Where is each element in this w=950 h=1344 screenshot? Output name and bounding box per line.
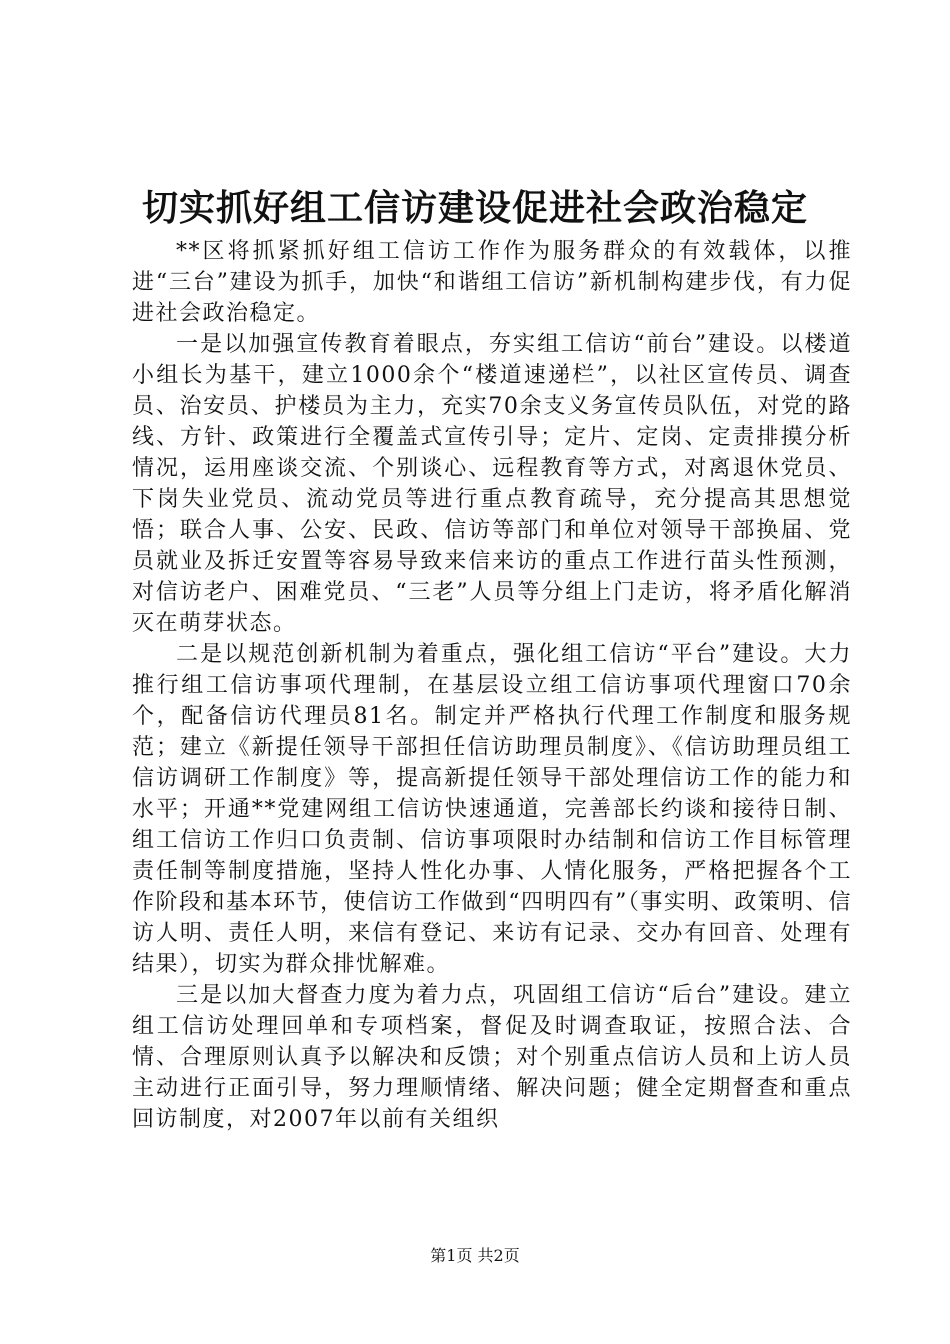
- document-body: [132, 200, 852, 1135]
- paragraph-platform: 二是以规范创新机制为着重点，强化组工信访“平台”建设。大力推行组工信访事项代理制，在基层设立组工信访事项代理窗口70余个，配备信访代理员81名。制定并严格执行代理工作制度和服务规范；建立《新提任领导干部担任信访助理员制度》、《信访助理员组工信访调研工作制度》等，提高新提任领导干部处理信访工作的能力和水平；开通**党建网组工信访快速通道，完善部长约谈和接待日制、组工信访工作归口负责制、信访事项限时办结制和信访工作目标管理责任制等制度措施，坚持人性化办事、人情化服务，严格把握各个工作阶段和基本环节，使信访工作做到“四明四有”（事实明、政策明、信访人明、责任人明，来信有登记、来访有记录、交办有回音、处理有结果），切实为群众排忧解难。: [132, 642, 852, 977]
- page-number-footer: 第1页 共2页: [430, 1246, 520, 1265]
- paragraph-back-desk: 三是以加大督查力度为着力点，巩固组工信访“后台”建设。建立组工信访处理回单和专项档案，督促及时调查取证，按照合法、合情、合理原则认真予以解决和反馈；对个别重点信访人员和上访人员主动进行正面引导，努力理顺情绪、解决问题；健全定期督查和重点回访制度，对2007年以前有关组织: [132, 983, 852, 1132]
- paragraph-front-desk: 一是以加强宣传教育着眼点，夯实组工信访“前台”建设。以楼道小组长为基干，建立1000余个“楼道速递栏”，以社区宣传员、调查员、治安员、护楼员为主力，充实70余支义务宣传员队伍，对党的路线、方针、政策进行全覆盖式宣传引导；定片、定岗、定责排摸分析情况，运用座谈交流、个别谈心、远程教育等方式，对离退休党员、下岗失业党员、流动党员等进行重点教育疏导，充分提高其思想觉悟；联合人事、公安、民政、信访等部门和单位对领导干部换届、党员就业及拆迁安置等容易导致来信来访的重点工作进行苗头性预测，对信访老户、困难党员、“三老”人员等分组上门走访，将矛盾化解消灭在萌芽状态。: [132, 332, 852, 636]
- paragraph-intro: **区将抓紧抓好组工信访工作作为服务群众的有效载体，以推进“三台”建设为抓手，加快“和谐组工信访”新机制构建步伐，有力促进社会政治稳定。: [132, 239, 852, 326]
- document-title: 切实抓好组工信访建设促进社会政治稳定: [141, 187, 808, 229]
